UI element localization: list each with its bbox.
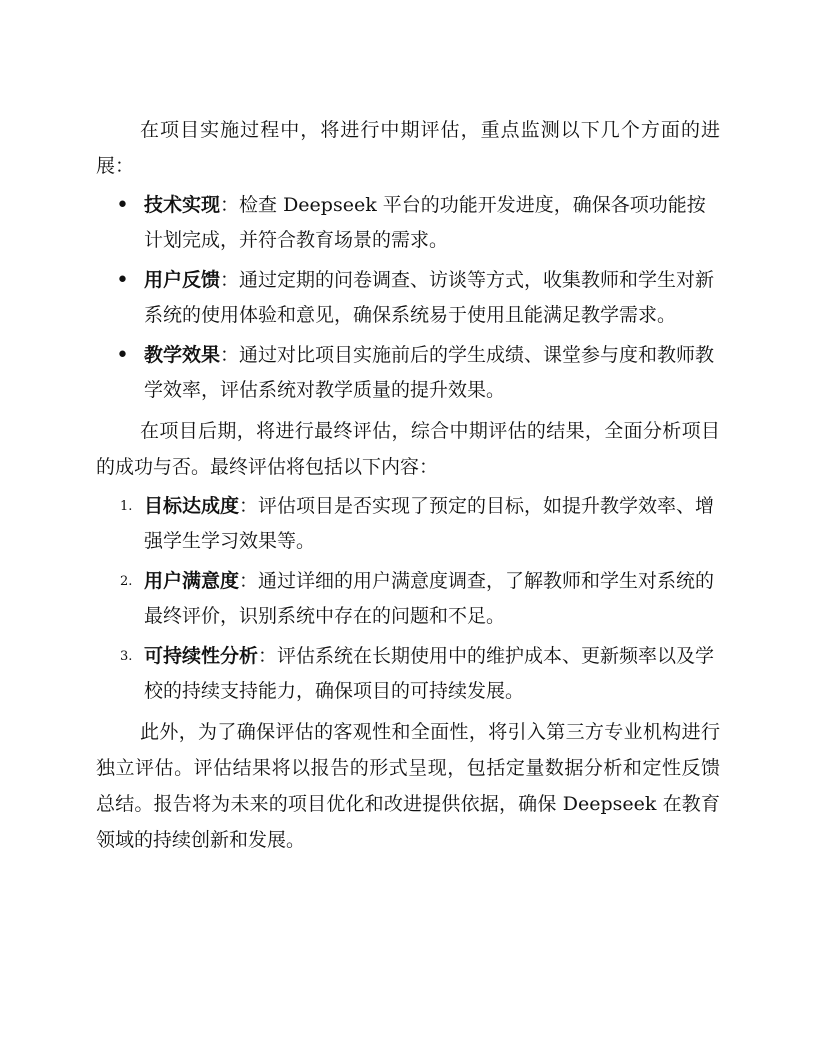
item-separator: ： bbox=[239, 495, 259, 517]
item-term: 可持续性分析 bbox=[144, 645, 259, 667]
final-evaluation-paragraph: 在项目后期，将进行最终评估，综合中期评估的结果，全面分析项目的成功与否。最终评估将包括以下内容： bbox=[96, 420, 720, 478]
item-text: 评估项目是否实现了预定的目标，如提升教学效率、增强学生学习效果等。 bbox=[144, 495, 715, 552]
bullet-marker: • bbox=[116, 343, 129, 368]
number-marker: 1. bbox=[120, 499, 133, 514]
closing-paragraph: 此外，为了确保评估的客观性和全面性，将引入第三方专业机构进行独立评估。评估结果将以报告的形式呈现，包括定量数据分析和定性反馈总结。报告将为未来的项目优化和改进提供依据，确保 Deepseek 在教育领域的持续创新和发展。 bbox=[96, 721, 720, 851]
item-term: 用户反馈 bbox=[144, 269, 221, 291]
list-item-goal-achievement bbox=[96, 489, 720, 559]
item-separator: ： bbox=[220, 194, 240, 216]
item-term: 技术实现 bbox=[144, 194, 221, 216]
number-marker: 2. bbox=[120, 574, 133, 589]
item-text: 通过定期的问卷调查、访谈等方式，收集教师和学生对新系统的使用体验和意见，确保系统易于使用且能满足教学需求。 bbox=[144, 269, 715, 326]
item-separator: ： bbox=[220, 344, 240, 366]
item-separator: ： bbox=[220, 269, 240, 291]
item-term: 目标达成度 bbox=[144, 495, 240, 517]
document-body bbox=[96, 112, 720, 858]
item-text: 检查 Deepseek 平台的功能开发进度，确保各项功能按计划完成，并符合教育场景的需求。 bbox=[144, 194, 706, 251]
bullet-marker: • bbox=[116, 268, 129, 293]
bullet-marker: • bbox=[116, 193, 129, 218]
list-item-sustainability bbox=[96, 639, 720, 709]
intro-paragraph: 在项目实施过程中，将进行中期评估，重点监测以下几个方面的进展： bbox=[96, 119, 720, 177]
item-term: 用户满意度 bbox=[144, 570, 240, 592]
number-marker: 3. bbox=[120, 649, 133, 664]
item-text: 评估系统在长期使用中的维护成本、更新频率以及学校的持续支持能力，确保项目的可持续发展。 bbox=[144, 645, 715, 702]
item-term: 教学效果 bbox=[144, 344, 221, 366]
list-item-feedback bbox=[96, 263, 720, 333]
numbered-list bbox=[96, 489, 720, 709]
list-item-teaching-effect bbox=[96, 338, 720, 408]
list-item-technical bbox=[96, 188, 720, 258]
bullet-list bbox=[96, 188, 720, 408]
item-text: 通过详细的用户满意度调查，了解教师和学生对系统的最终评价，识别系统中存在的问题和不足。 bbox=[144, 570, 715, 627]
item-separator: ： bbox=[239, 570, 259, 592]
list-item-user-satisfaction bbox=[96, 564, 720, 634]
item-text: 通过对比项目实施前后的学生成绩、课堂参与度和教师教学效率，评估系统对教学质量的提升效果。 bbox=[144, 344, 715, 401]
item-separator: ： bbox=[258, 645, 278, 667]
